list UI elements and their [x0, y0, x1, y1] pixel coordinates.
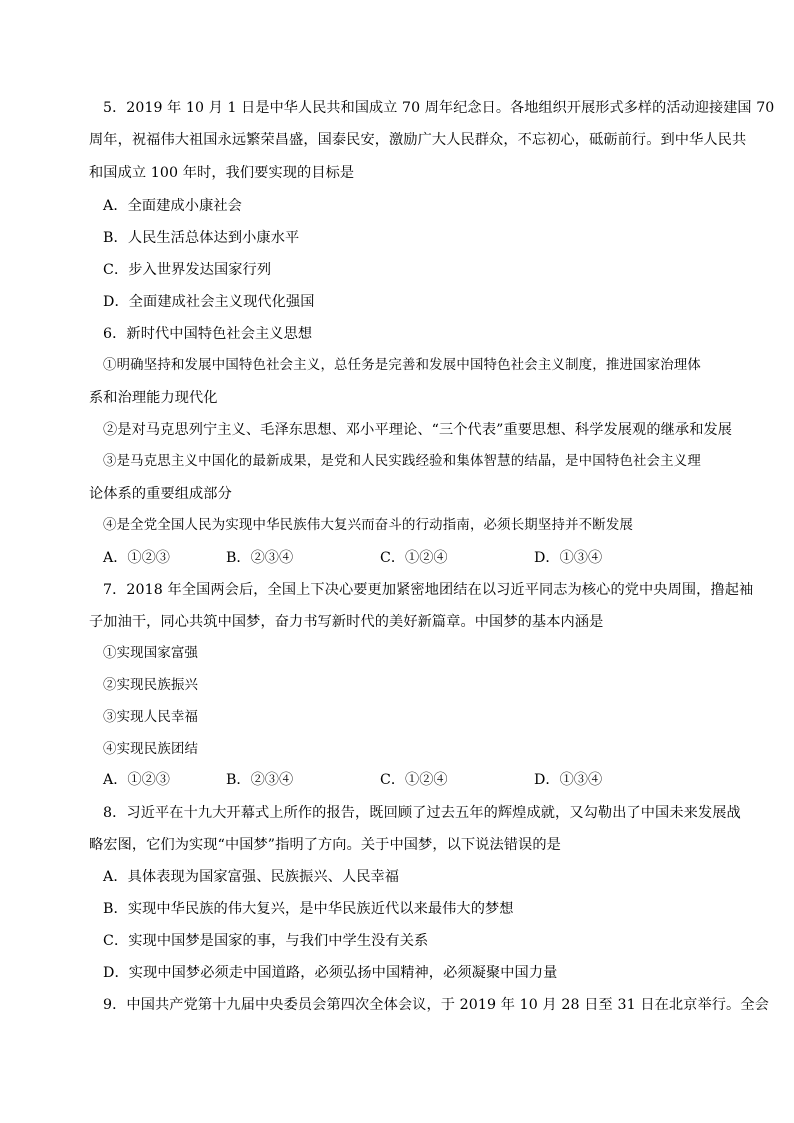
q8-option-b: B．实现中华民族的伟大复兴，是中华民族近代以来最伟大的梦想: [103, 901, 514, 917]
q6-statement-3-line-2: 论体系的重要组成部分: [89, 486, 232, 502]
q7-option-d: D．①③④: [534, 772, 603, 788]
q8-option-d: D．实现中国梦必须走中国道路，必须弘扬中国精神，必须凝聚中国力量: [103, 965, 558, 981]
q8-option-c: C．实现中国梦是国家的事，与我们中学生没有关系: [103, 933, 429, 949]
q7-statement-4: ④实现民族团结: [103, 742, 199, 757]
q6-option-c: C．①②④: [380, 550, 448, 566]
q7-option-c: C．①②④: [380, 772, 448, 788]
q6-stem: 6．新时代中国特色社会主义思想: [103, 326, 313, 342]
q5-option-c: C．步入世界发达国家行列: [103, 262, 272, 278]
q7-statement-2: ②实现民族振兴: [103, 678, 199, 693]
q6-statement-3-line-1: ③是马克思主义中国化的最新成果，是党和人民实践经验和集体智慧的结晶，是中国特色社会主义理: [103, 454, 701, 469]
q9-stem-line-1: 9．中国共产党第十九届中央委员会第四次全体会议，于 2019 年 10 月 28 日至 31 日在北京举行。全会: [103, 997, 769, 1013]
q8-stem-line-1: 8．习近平在十九大开幕式上所作的报告，既回顾了过去五年的辉煌成就，又勾勒出了中国未来发展战: [103, 805, 741, 821]
q5-stem-line-2: 周年，祝福伟大祖国永远繁荣昌盛，国泰民安，激励广大人民群众，不忘初心，砥砺前行。到中华人民共: [89, 132, 747, 148]
q7-statement-3: ③实现人民幸福: [103, 710, 199, 725]
q6-statement-1-line-2: 系和治理能力现代化: [89, 390, 218, 406]
q6-option-d: D．①③④: [534, 550, 603, 566]
q6-statement-4: ④是全党全国人民为实现中华民族伟大复兴而奋斗的行动指南，必须长期坚持并不断发展: [103, 518, 634, 533]
q6-statement-1-line-1: ①明确坚持和发展中国特色社会主义，总任务是完善和发展中国特色社会主义制度，推进国家治理体: [103, 358, 701, 373]
q5-option-a: A．全面建成小康社会: [103, 198, 242, 214]
q7-option-b: B．②③④: [226, 772, 294, 788]
q8-stem-line-2: 略宏图，它们为实现“中国梦”指明了方向。关于中国梦，以下说法错误的是: [89, 837, 561, 853]
q6-option-b: B．②③④: [226, 550, 294, 566]
q5-option-d: D．全面建成社会主义现代化强国: [103, 294, 315, 310]
q7-statement-1: ①实现国家富强: [103, 646, 199, 661]
q5-stem-line-1: 5．2019 年 10 月 1 日是中华人民共和国成立 70 周年纪念日。各地组织开展形式多样的活动迎接建国 70: [103, 100, 775, 116]
q8-option-a: A．具体表现为国家富强、民族振兴、人民幸福: [103, 869, 400, 885]
q6-statement-2: ②是对马克思列宁主义、毛泽东思想、邓小平理论、“三个代表”重要思想、科学发展观的继承和发展: [103, 422, 733, 438]
q7-stem-line-2: 子加油干，同心共筑中国梦，奋力书写新时代的美好新篇章。中国梦的基本内涵是: [89, 614, 604, 630]
q6-option-a: A．①②③: [103, 550, 170, 566]
q7-stem-line-1: 7．2018 年全国两会后，全国上下决心要更加紧密地团结在以习近平同志为核心的党中央周围，撸起袖: [103, 582, 754, 598]
q7-option-a: A．①②③: [103, 772, 170, 788]
q5-stem-line-3: 和国成立 100 年时，我们要实现的目标是: [89, 165, 355, 181]
q5-option-b: B．人民生活总体达到小康水平: [103, 230, 300, 246]
